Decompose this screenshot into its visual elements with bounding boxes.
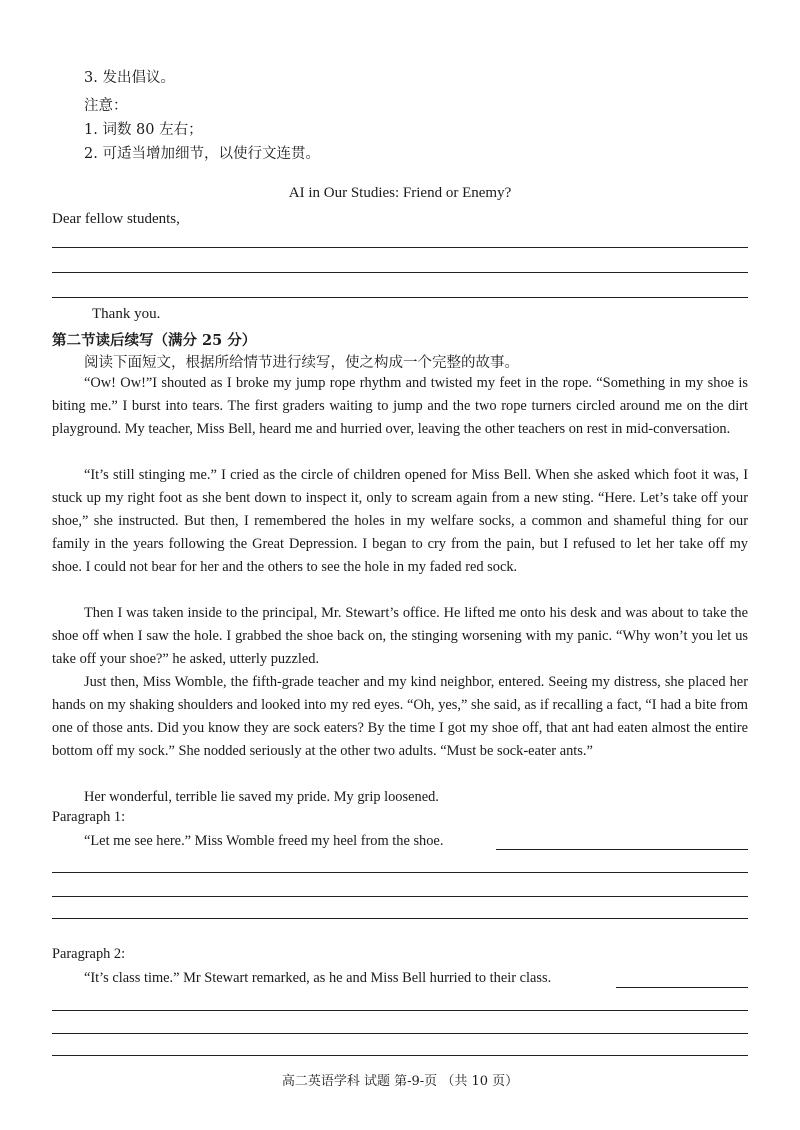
story-paragraph: “It’s still stinging me.” I cried as the circle of children opened for Miss Bell. When she asked which foot it was, I stuck up my right foot as she bent down to inspect it, only to scream again from a new sting. “Here. Let’s take off your shoe,” she instructed. But then, I remembered the holes in my welfare socks, a common and shameful thing for our family in the years following the Great Depression. I began to cry from the pain, but I refused to let her take off my shoe. I could not bear for her and the others to see the hole in my faded red sock. [52,467,748,575]
writing-line[interactable] [616,987,748,988]
writing-line[interactable] [52,918,748,919]
note-add-details: 2. 可适当增加细节，以使行文连贯。 [84,146,320,162]
writing-line[interactable] [52,247,748,248]
paragraph-2-opener: “It’s class time.” Mr Stewart remarked, as he and Miss Bell hurried to their class. [84,970,552,986]
story-paragraph: “Ow! Ow!”I shouted as I broke my jump rope rhythm and twisted my feet in the rope. “Something in my shoe is biting me.” I burst into tears. The first graders waiting to jump and the two rope turners circled around me on the dirt playground. My teacher, Miss Bell, heard me and hurried over, leaving the other teachers on rest in mid-conversation. [52,375,748,437]
page-footer: 高二英语学科 试题 第-9-页 （共 10 页） [281,1074,519,1089]
story-paragraph: Then I was taken inside to the principal, Mr. Stewart’s office. He lifted me onto his desk and was about to take the shoe off when I saw the hole. I grabbed the shoe back on, the stinging worsening with my panic. “Why won’t you let us take off your shoe?” he asked, utterly puzzled. [52,605,748,667]
writing-line[interactable] [52,1033,748,1034]
section-heading: 第二节读后续写（满分 25 分） [52,332,257,349]
paragraph-2-label: Paragraph 2: [52,946,126,962]
story-paragraph: Her wonderful, terrible lie saved my pride. My grip loosened. [84,789,439,805]
essay-title: AI in Our Studies: Friend or Enemy? [288,185,512,201]
section-instruction: 阅读下面短文，根据所给情节进行续写，使之构成一个完整的故事。 [84,355,519,371]
writing-line[interactable] [52,272,748,273]
writing-line[interactable] [52,1055,748,1056]
writing-line[interactable] [52,872,748,873]
paragraph-1-opener: “Let me see here.” Miss Womble freed my heel from the shoe. [84,833,444,849]
essay-closing: Thank you. [92,306,161,322]
task-step-3: 3. 发出倡议。 [84,70,175,86]
note-label: 注意： [84,98,128,114]
note-word-count: 1. 词数 80 左右； [84,122,203,138]
story-paragraph: Just then, Miss Womble, the fifth-grade teacher and my kind neighbor, entered. Seeing my distress, she placed her hands on my shaking shoulders and looked into my red eyes. “Oh, yes,” she said, as if recalling a fact, “I had a bite from one of those ants. Did you know they are sock eaters? By the time I got my shoe off, that ant had eaten almost the entire bottom off my sock.” She nodded seriously at the other two adults. “Must be sock-eater ants.” [52,674,748,759]
writing-line[interactable] [52,297,748,298]
writing-line[interactable] [52,896,748,897]
essay-salutation: Dear fellow students, [52,211,180,227]
paragraph-1-label: Paragraph 1: [52,809,126,825]
writing-line[interactable] [52,1010,748,1011]
writing-line[interactable] [496,849,748,850]
